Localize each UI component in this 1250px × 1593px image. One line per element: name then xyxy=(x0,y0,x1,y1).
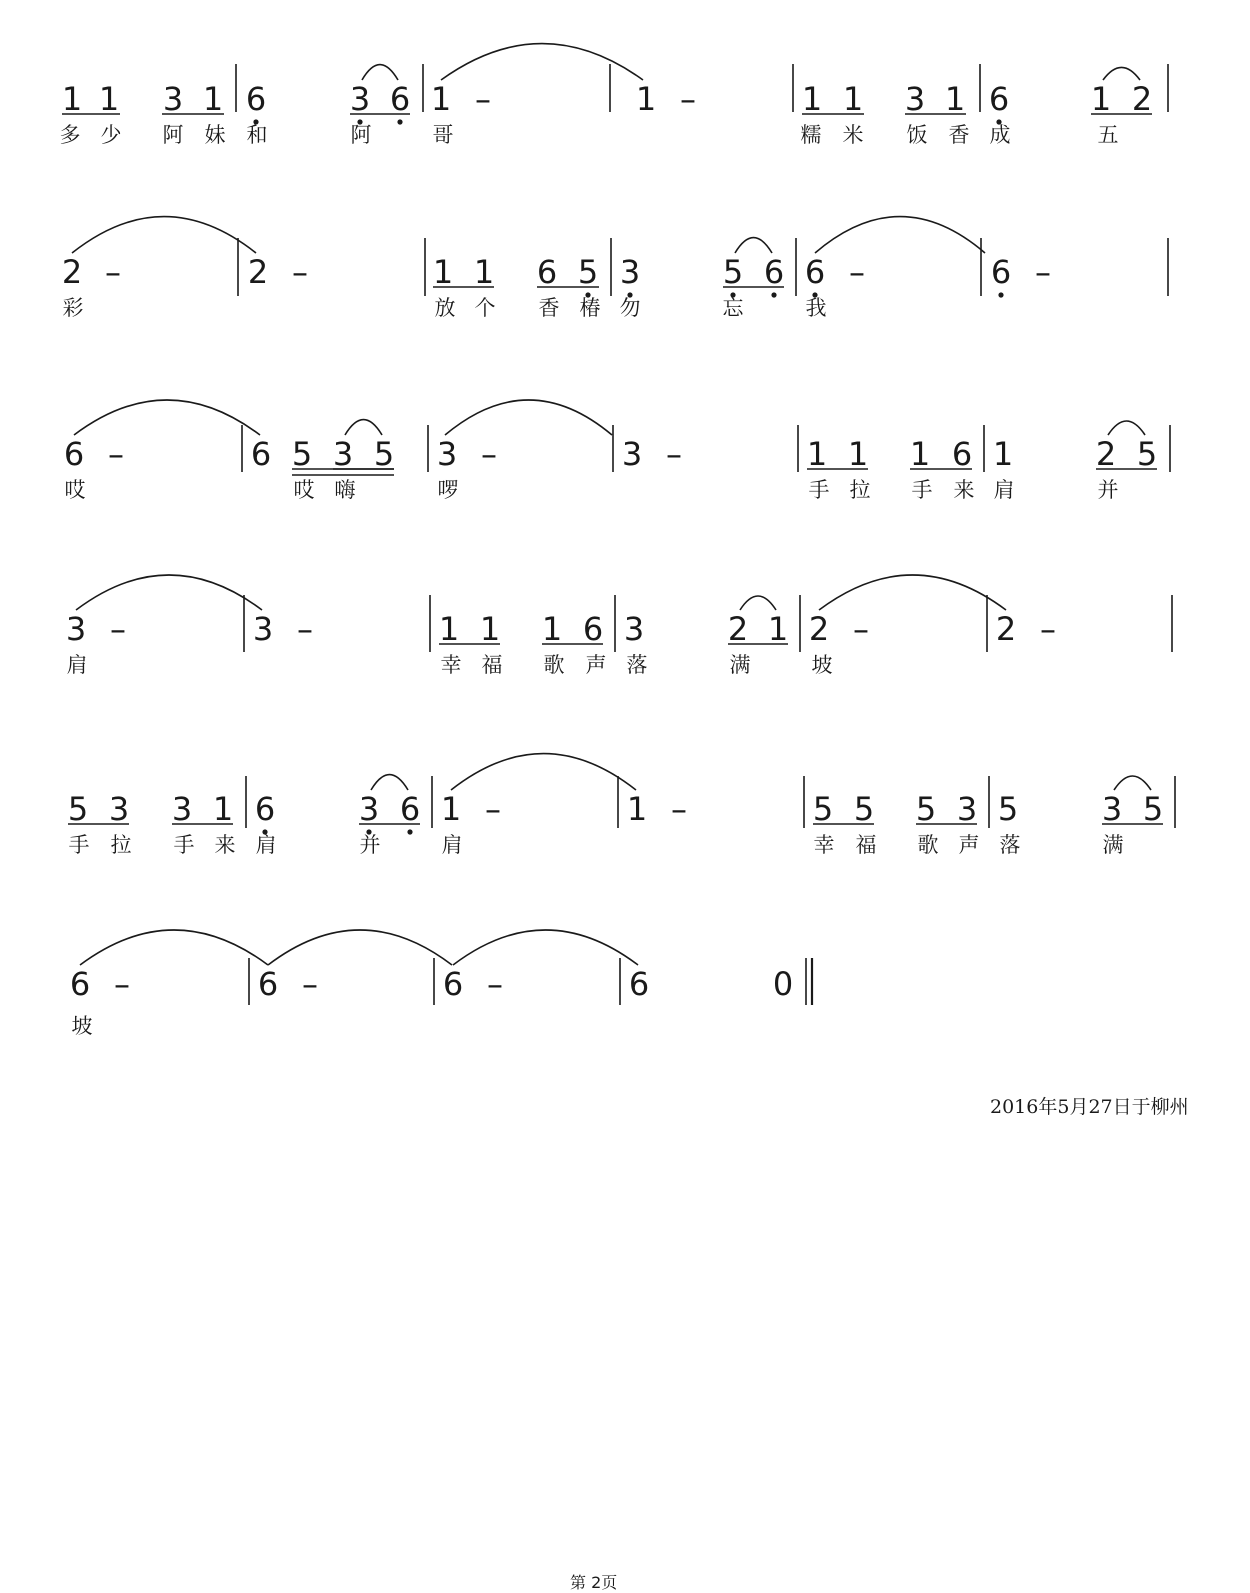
lyric-char: 少 xyxy=(100,123,122,147)
lyric-char: 拉 xyxy=(110,833,132,857)
note: 1 xyxy=(438,610,460,648)
slur-arc xyxy=(740,596,776,610)
note: 3 xyxy=(1101,790,1123,828)
lyric-char: 个 xyxy=(474,296,496,320)
slur-arc xyxy=(1114,776,1151,790)
note: – xyxy=(108,435,124,473)
note: 5 xyxy=(722,253,744,291)
slur-arc xyxy=(453,930,638,965)
lyric-char: 落 xyxy=(999,833,1021,857)
note: 2 xyxy=(995,610,1017,648)
note: 2 xyxy=(727,610,749,648)
lyric-char: 米 xyxy=(842,123,864,147)
lyric-char: 手 xyxy=(911,478,933,502)
octave-dot xyxy=(397,119,402,124)
note: 3 xyxy=(904,80,926,118)
slur-arc xyxy=(451,754,636,790)
note: – xyxy=(292,253,308,291)
note: – xyxy=(671,790,687,828)
lyric-char: 满 xyxy=(1102,833,1124,857)
note: 1 xyxy=(98,80,120,118)
lyric-char: 并 xyxy=(1097,478,1119,502)
note: 5 xyxy=(67,790,89,828)
slur-arc xyxy=(72,217,256,253)
note: 1 xyxy=(992,435,1014,473)
note: 6 xyxy=(536,253,558,291)
note: 1 xyxy=(801,80,823,118)
lyric-char: 嗨 xyxy=(334,478,356,502)
note: 0 xyxy=(772,965,794,1003)
note: – xyxy=(1035,253,1051,291)
page-number: 第 2页 xyxy=(570,1573,618,1592)
note: 6 xyxy=(257,965,279,1003)
note: 6 xyxy=(245,80,267,118)
note: 5 xyxy=(812,790,834,828)
lyric-char: 歌 xyxy=(917,833,939,857)
note: – xyxy=(114,965,130,1003)
note: 6 xyxy=(582,610,604,648)
lyric-char: 福 xyxy=(481,653,503,677)
slur-arc xyxy=(1103,67,1140,80)
note: 3 xyxy=(162,80,184,118)
note: – xyxy=(475,80,491,118)
lyric-char: 饭 xyxy=(906,123,928,147)
lyric-char: 歌 xyxy=(543,653,565,677)
lyric-char: 成 xyxy=(989,123,1011,147)
note: 5 xyxy=(915,790,937,828)
slur-arc xyxy=(80,930,268,965)
note: 3 xyxy=(349,80,371,118)
note: 1 xyxy=(847,435,869,473)
slur-arc xyxy=(268,930,452,965)
lyric-char: 哎 xyxy=(293,478,315,502)
composition-date: 2016年5月27日于柳州 xyxy=(990,1096,1189,1118)
lyric-char: 坡 xyxy=(71,1014,93,1038)
note: 6 xyxy=(69,965,91,1003)
lyric-char: 声 xyxy=(585,653,607,677)
note: 1 xyxy=(767,610,789,648)
lyric-char: 我 xyxy=(805,296,827,320)
lyric-char: 忘 xyxy=(722,296,744,320)
note: 6 xyxy=(804,253,826,291)
slur-arc xyxy=(445,400,612,435)
note: 3 xyxy=(619,253,641,291)
note: 2 xyxy=(1095,435,1117,473)
slur-arc xyxy=(76,575,262,610)
note: 1 xyxy=(944,80,966,118)
note: 2 xyxy=(247,253,269,291)
lyric-char: 福 xyxy=(855,833,877,857)
lyric-char: 手 xyxy=(173,833,195,857)
octave-dot xyxy=(407,829,412,834)
note: 3 xyxy=(171,790,193,828)
note: 5 xyxy=(1136,435,1158,473)
lyric-char: 勿 xyxy=(619,296,641,320)
lyric-char: 香 xyxy=(538,296,560,320)
lyric-char: 手 xyxy=(68,833,90,857)
note: 1 xyxy=(61,80,83,118)
lyric-char: 并 xyxy=(359,833,381,857)
note: – xyxy=(302,965,318,1003)
slur-arc xyxy=(74,400,260,435)
lyric-char: 香 xyxy=(948,123,970,147)
lyric-char: 来 xyxy=(214,833,236,857)
note: – xyxy=(853,610,869,648)
note: 1 xyxy=(909,435,931,473)
lyric-char: 放 xyxy=(434,296,456,320)
lyric-char: 彩 xyxy=(62,296,84,320)
lyric-char: 椿 xyxy=(579,296,601,320)
note: 3 xyxy=(332,435,354,473)
note: 3 xyxy=(621,435,643,473)
note: 1 xyxy=(430,80,452,118)
lyric-char: 坡 xyxy=(811,653,833,677)
lyric-char: 拉 xyxy=(849,478,871,502)
slur-arc xyxy=(345,420,382,435)
lyric-char: 手 xyxy=(808,478,830,502)
note: 6 xyxy=(442,965,464,1003)
note: 3 xyxy=(108,790,130,828)
note: – xyxy=(485,790,501,828)
note: 6 xyxy=(628,965,650,1003)
note: 1 xyxy=(635,80,657,118)
lyric-char: 啰 xyxy=(437,478,459,502)
note: 1 xyxy=(440,790,462,828)
slur-arc xyxy=(441,44,643,80)
note: 5 xyxy=(853,790,875,828)
octave-dot xyxy=(998,292,1003,297)
note: 1 xyxy=(432,253,454,291)
slur-arc xyxy=(735,238,772,253)
note: 1 xyxy=(541,610,563,648)
note: 6 xyxy=(988,80,1010,118)
note: – xyxy=(666,435,682,473)
lyric-char: 妹 xyxy=(204,123,226,147)
note: 6 xyxy=(250,435,272,473)
note: – xyxy=(680,80,696,118)
lyric-char: 哥 xyxy=(432,123,454,147)
note: 1 xyxy=(806,435,828,473)
note: 1 xyxy=(202,80,224,118)
lyric-char: 幸 xyxy=(440,653,462,677)
note: 5 xyxy=(1142,790,1164,828)
note: 2 xyxy=(61,253,83,291)
note: 1 xyxy=(1090,80,1112,118)
lyric-char: 肩 xyxy=(255,833,277,857)
note: 3 xyxy=(436,435,458,473)
note: 5 xyxy=(373,435,395,473)
lyric-char: 五 xyxy=(1097,123,1119,147)
note: 5 xyxy=(291,435,313,473)
note: 5 xyxy=(577,253,599,291)
note: – xyxy=(487,965,503,1003)
lyric-char: 落 xyxy=(626,653,648,677)
note: 1 xyxy=(626,790,648,828)
lyric-char: 肩 xyxy=(441,833,463,857)
note: 3 xyxy=(623,610,645,648)
note: 3 xyxy=(252,610,274,648)
note: 3 xyxy=(65,610,87,648)
note: – xyxy=(105,253,121,291)
lyric-char: 和 xyxy=(246,123,268,147)
note: 6 xyxy=(763,253,785,291)
note: 1 xyxy=(473,253,495,291)
note: 3 xyxy=(956,790,978,828)
note: 3 xyxy=(358,790,380,828)
lyric-char: 幸 xyxy=(813,833,835,857)
octave-dot xyxy=(771,292,776,297)
note: 6 xyxy=(951,435,973,473)
lyric-char: 声 xyxy=(958,833,980,857)
slur-arc xyxy=(371,775,408,790)
note: 6 xyxy=(399,790,421,828)
note: 2 xyxy=(1131,80,1153,118)
note: 1 xyxy=(479,610,501,648)
note: 6 xyxy=(990,253,1012,291)
note: 6 xyxy=(389,80,411,118)
note: 6 xyxy=(63,435,85,473)
lyric-char: 哎 xyxy=(64,478,86,502)
slur-arc xyxy=(819,575,1006,610)
note: – xyxy=(849,253,865,291)
note: 5 xyxy=(997,790,1019,828)
note: – xyxy=(110,610,126,648)
note: 1 xyxy=(212,790,234,828)
note: 1 xyxy=(842,80,864,118)
lyric-char: 阿 xyxy=(162,123,184,147)
note: – xyxy=(297,610,313,648)
slur-arc xyxy=(362,65,398,80)
lyric-char: 满 xyxy=(729,653,751,677)
note: 2 xyxy=(808,610,830,648)
note: – xyxy=(481,435,497,473)
lyric-char: 糯 xyxy=(800,123,822,147)
note: 6 xyxy=(254,790,276,828)
slur-arc xyxy=(1108,421,1145,435)
lyric-char: 肩 xyxy=(66,653,88,677)
lyric-char: 肩 xyxy=(993,478,1015,502)
lyric-char: 来 xyxy=(953,478,975,502)
lyric-char: 多 xyxy=(59,123,81,147)
lyric-char: 阿 xyxy=(350,123,372,147)
note: – xyxy=(1040,610,1056,648)
slur-arc xyxy=(815,217,985,253)
